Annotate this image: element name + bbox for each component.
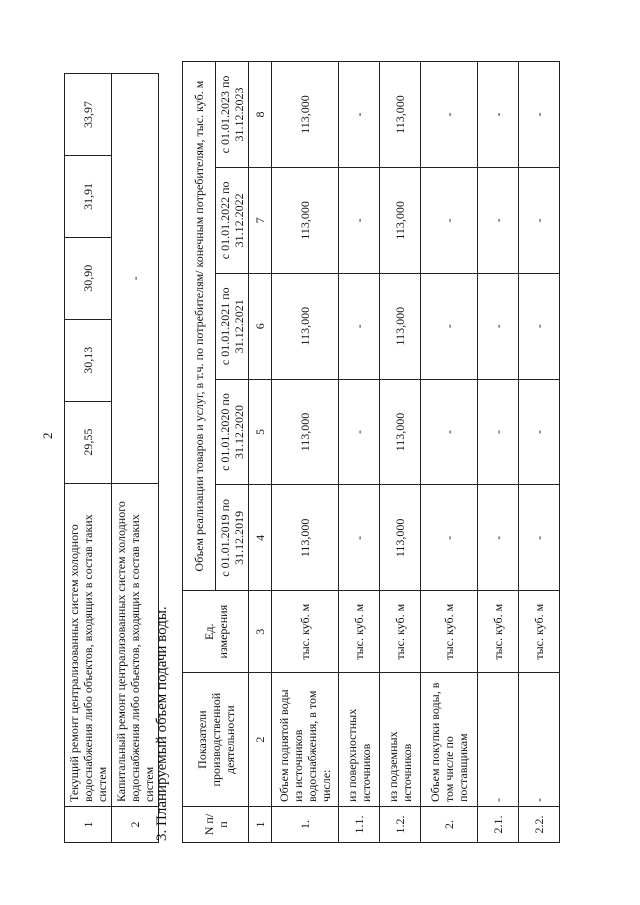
row-number: 1.1. xyxy=(339,807,380,843)
value-cell: - xyxy=(421,167,478,273)
row-label: из поверхностных источников xyxy=(339,673,380,807)
row-number: 2.2. xyxy=(519,807,560,843)
row-label: Объем покупки воды, в том числе по поставщикам xyxy=(421,673,478,807)
value-cell: 113,000 xyxy=(380,273,421,379)
value-cell: 113,000 xyxy=(272,62,339,168)
row-number: 1.2. xyxy=(380,807,421,843)
value-cell: 29,55 xyxy=(65,401,112,483)
value-cell: - xyxy=(519,273,560,379)
section-heading: 3. Планируемый объем подачи воды. xyxy=(154,606,170,841)
column-number: 2 xyxy=(249,673,272,807)
value-cell: 113,000 xyxy=(380,379,421,485)
row-number: 2 xyxy=(112,807,159,843)
value-cell: - xyxy=(421,379,478,485)
header-indicator: Показатели производственной деятельности xyxy=(183,673,249,807)
header-row xyxy=(183,62,216,843)
value-cell: - xyxy=(478,379,519,485)
value-cell: - xyxy=(339,62,380,168)
table-row xyxy=(65,74,112,843)
row-unit: тыс. куб. м xyxy=(339,591,380,673)
value-cell: - xyxy=(478,167,519,273)
value-cell: 113,000 xyxy=(272,167,339,273)
value-cell: - xyxy=(421,62,478,168)
table-row xyxy=(380,62,421,843)
row-unit: тыс. куб. м xyxy=(519,591,560,673)
value-cell: - xyxy=(519,167,560,273)
row-description: Капитальный ремонт централизованных систем холодного водоснабжения либо объектов, входящих в состав таких систем xyxy=(112,483,159,807)
repair-table xyxy=(64,73,159,843)
value-cell: 113,000 xyxy=(380,62,421,168)
merged-value-cell: - xyxy=(112,74,159,484)
value-cell: - xyxy=(478,62,519,168)
water-volume-table xyxy=(182,61,560,843)
column-number: 5 xyxy=(249,379,272,485)
page-number: 2 xyxy=(40,432,55,439)
value-cell: - xyxy=(339,167,380,273)
table-row xyxy=(112,74,159,843)
header-period: с 01.01.2022 по 31.12.2022 xyxy=(216,167,249,273)
row-number: 2.1. xyxy=(478,807,519,843)
row-number: 1. xyxy=(272,807,339,843)
header-period: с 01.01.2023 по 31.12.2023 xyxy=(216,62,249,168)
column-number-row xyxy=(249,62,272,843)
row-label: - xyxy=(519,673,560,807)
value-cell: 113,000 xyxy=(380,485,421,591)
value-cell: - xyxy=(478,273,519,379)
row-label: - xyxy=(478,673,519,807)
row-unit: тыс. куб. м xyxy=(421,591,478,673)
table-row xyxy=(339,62,380,843)
row-label: Объем поднятой воды из источников водоснабжения, в том числе: xyxy=(272,673,339,807)
header-volume-group: Объем реализации товаров и услуг, в т.ч. по потребителям/ конечным потребителям, тыс. куб. м xyxy=(183,62,216,591)
value-cell: - xyxy=(339,273,380,379)
value-cell: 31,91 xyxy=(65,155,112,237)
column-number: 3 xyxy=(249,591,272,673)
header-period: с 01.01.2020 по 31.12.2020 xyxy=(216,379,249,485)
value-cell: - xyxy=(421,273,478,379)
header-period: с 01.01.2019 по 31.12.2019 xyxy=(216,485,249,591)
value-cell: - xyxy=(519,379,560,485)
value-cell: - xyxy=(339,485,380,591)
table-row xyxy=(478,62,519,843)
header-unit: Ед. измерения xyxy=(183,591,249,673)
value-cell: - xyxy=(519,62,560,168)
table-row xyxy=(519,62,560,843)
value-cell: 30,13 xyxy=(65,319,112,401)
row-unit: тыс. куб. м xyxy=(272,591,339,673)
column-number: 8 xyxy=(249,62,272,168)
value-cell: 30,90 xyxy=(65,237,112,319)
column-number: 7 xyxy=(249,167,272,273)
row-label: из подземных источников xyxy=(380,673,421,807)
value-cell: - xyxy=(339,379,380,485)
value-cell: - xyxy=(421,485,478,591)
table-row xyxy=(421,62,478,843)
value-cell: - xyxy=(478,485,519,591)
value-cell: 33,97 xyxy=(65,74,112,156)
column-number: 4 xyxy=(249,485,272,591)
row-unit: тыс. куб. м xyxy=(478,591,519,673)
row-number: 2. xyxy=(421,807,478,843)
column-number: 1 xyxy=(249,807,272,843)
value-cell: 113,000 xyxy=(272,379,339,485)
row-unit: тыс. куб. м xyxy=(380,591,421,673)
value-cell: - xyxy=(519,485,560,591)
table-row xyxy=(272,62,339,843)
header-num: N п/п xyxy=(183,807,249,843)
header-period: с 01.01.2021 по 31.12.2021 xyxy=(216,273,249,379)
value-cell: 113,000 xyxy=(380,167,421,273)
value-cell: 113,000 xyxy=(272,485,339,591)
value-cell: 113,000 xyxy=(272,273,339,379)
column-number: 6 xyxy=(249,273,272,379)
row-description: Текущий ремонт централизованных систем холодного водоснабжения либо объектов, входящих в состав таких систем xyxy=(65,483,112,807)
row-number: 1 xyxy=(65,807,112,843)
